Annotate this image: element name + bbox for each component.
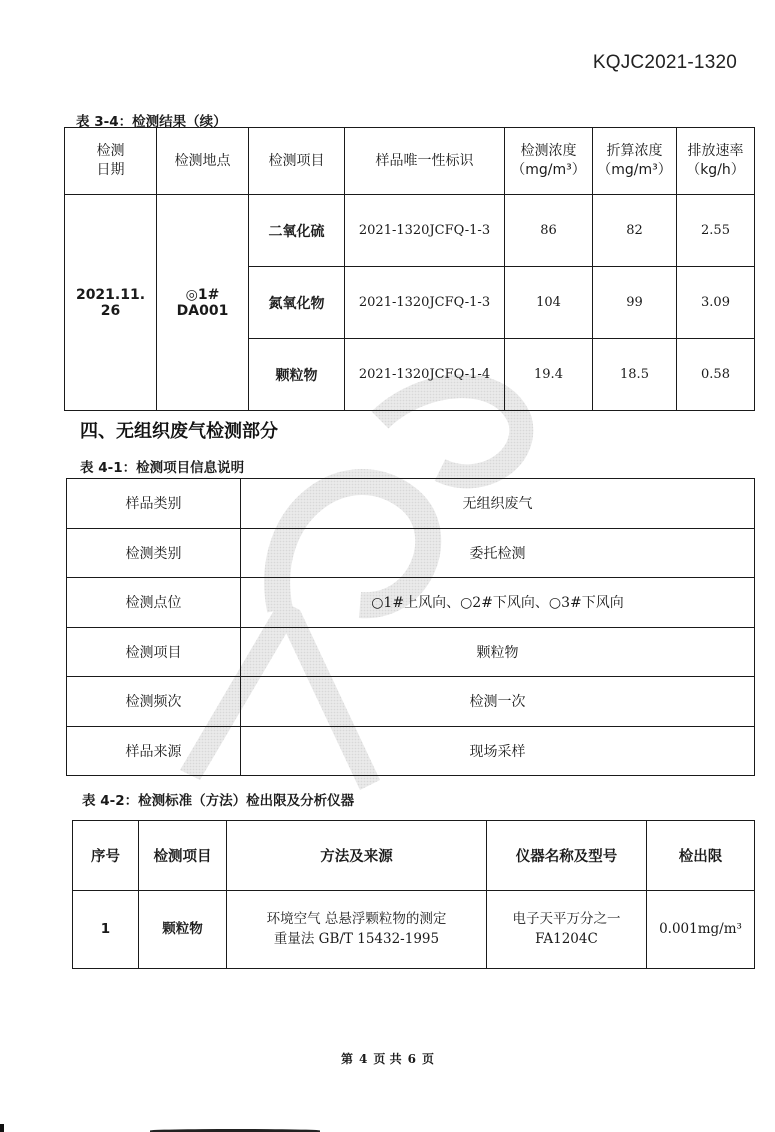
table-row <box>67 677 755 727</box>
converted-concentration: 18.5 <box>593 339 677 411</box>
table-row <box>67 627 755 677</box>
header-detection-limit: 检出限 <box>647 821 755 891</box>
emission-rate: 0.58 <box>677 339 755 411</box>
info-value: 颗粒物 <box>241 627 755 677</box>
info-value: 委托检测 <box>241 528 755 578</box>
converted-concentration: 82 <box>593 195 677 267</box>
info-value: ○1#上风向、○2#下风向、○3#下风向 <box>241 578 755 628</box>
sample-id: 2021-1320JCFQ-1-3 <box>345 267 505 339</box>
info-label: 检测点位 <box>67 578 241 628</box>
converted-concentration: 99 <box>593 267 677 339</box>
table-row <box>67 578 755 628</box>
header-method: 方法及来源 <box>227 821 487 891</box>
emission-rate: 3.09 <box>677 267 755 339</box>
measured-concentration: 86 <box>505 195 593 267</box>
info-label: 样品类别 <box>67 479 241 529</box>
table-row <box>73 891 755 969</box>
test-date: 2021.11. 26 <box>65 195 157 411</box>
table-row <box>67 726 755 776</box>
header-item: 检测项目 <box>249 128 345 195</box>
table-header-row <box>65 128 755 195</box>
method-source: 环境空气 总悬浮颗粒物的测定 重量法 GB/T 15432-1995 <box>227 891 487 969</box>
test-item: 颗粒物 <box>249 339 345 411</box>
measured-concentration: 104 <box>505 267 593 339</box>
table-4-2-caption: 表 4-2：检测标准（方法）检出限及分析仪器 <box>82 793 355 809</box>
test-results-table <box>64 127 755 411</box>
instrument-model: 电子天平万分之一 FA1204C <box>487 891 647 969</box>
info-label: 样品来源 <box>67 726 241 776</box>
page-footer: 第 4 页 共 6 页 <box>341 1052 434 1066</box>
header-item: 检测项目 <box>139 821 227 891</box>
header-date: 检测 日期 <box>65 128 157 195</box>
test-item-info-table <box>66 478 755 776</box>
test-item: 氮氧化物 <box>249 267 345 339</box>
header-measured-concentration: 检测浓度 （mg/m³） <box>505 128 593 195</box>
table-row <box>65 195 755 267</box>
test-item: 颗粒物 <box>139 891 227 969</box>
table-row <box>67 528 755 578</box>
emission-rate: 2.55 <box>677 195 755 267</box>
info-label: 检测类别 <box>67 528 241 578</box>
table-4-1-caption: 表 4-1：检测项目信息说明 <box>80 460 245 476</box>
info-value: 检测一次 <box>241 677 755 727</box>
table-3-4-caption: 表 3-4：检测结果（续） <box>76 114 227 130</box>
info-value: 无组织废气 <box>241 479 755 529</box>
header-location: 检测地点 <box>157 128 249 195</box>
header-converted-concentration: 折算浓度 （mg/m³） <box>593 128 677 195</box>
test-location: ◎1# DA001 <box>157 195 249 411</box>
measured-concentration: 19.4 <box>505 339 593 411</box>
header-sample-id: 样品唯一性标识 <box>345 128 505 195</box>
header-no: 序号 <box>73 821 139 891</box>
sample-id: 2021-1320JCFQ-1-4 <box>345 339 505 411</box>
section-title: 四、无组织废气检测部分 <box>80 421 278 442</box>
table-header-row <box>73 821 755 891</box>
total-pages: 6 <box>407 1052 416 1066</box>
header-instrument: 仪器名称及型号 <box>487 821 647 891</box>
current-page: 4 <box>359 1052 368 1066</box>
sample-id: 2021-1320JCFQ-1-3 <box>345 195 505 267</box>
table-row <box>67 479 755 529</box>
method-instrument-table <box>72 820 755 969</box>
info-label: 检测项目 <box>67 627 241 677</box>
detection-limit: 0.001mg/m³ <box>647 891 755 969</box>
header-emission-rate: 排放速率 （kg/h） <box>677 128 755 195</box>
info-value: 现场采样 <box>241 726 755 776</box>
test-item: 二氧化硫 <box>249 195 345 267</box>
row-number: 1 <box>73 891 139 969</box>
report-number: KQJC2021-1320 <box>592 52 737 73</box>
scan-corner-mark <box>0 1124 4 1132</box>
info-label: 检测频次 <box>67 677 241 727</box>
